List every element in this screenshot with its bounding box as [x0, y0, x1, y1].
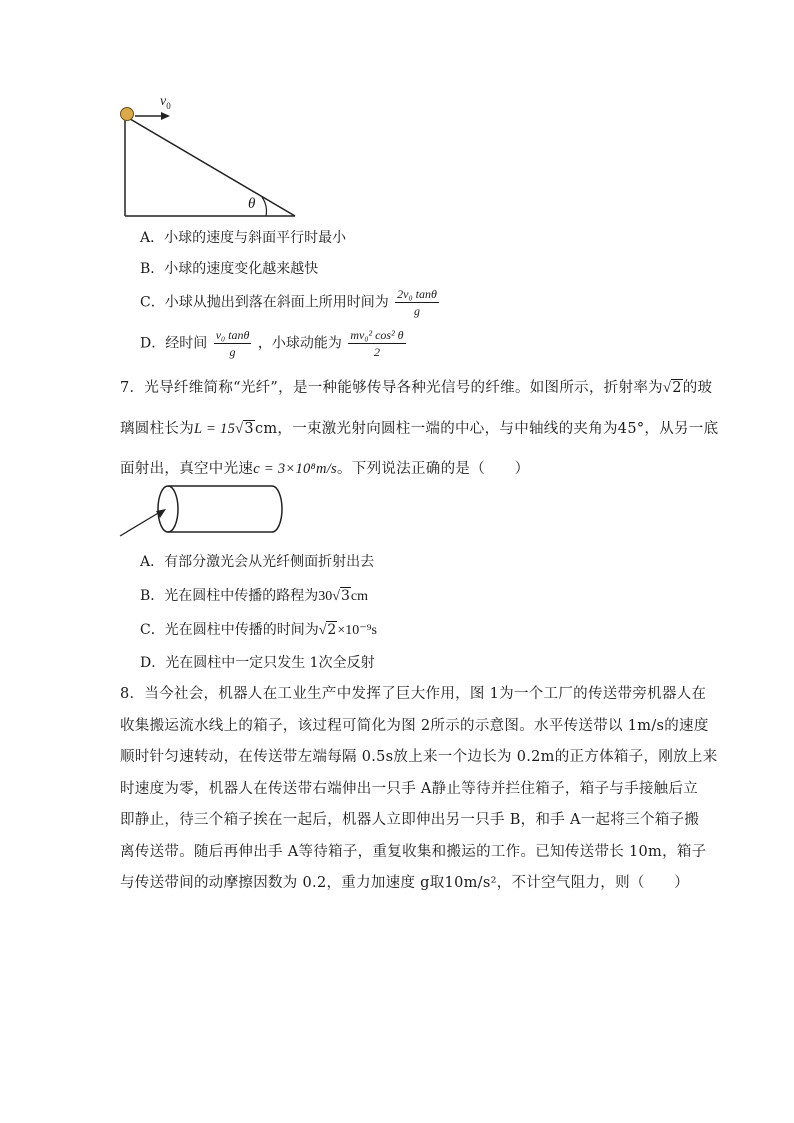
q6-c-fraction: $\frac{\text{2v₀ tanθ}}{g}$: [397, 287, 437, 318]
q6-option-d: D．经时间 $\frac{\text{v₀ tanθ}}{g}$ ，小球动能为 $\frac{\text{mv₀² cos² θ}}{2}$: [140, 328, 404, 359]
angle-label: θ: [248, 196, 256, 212]
q7-line-3: 面射出，真空中光速c = 3×10⁸m/s。下列说法正确的是（ ）: [120, 461, 530, 477]
q8-line-7: 与传送带间的动摩擦因数为 0.2，重力加速度 g取10m/s²，不计空气阻力，则（ ）: [120, 875, 690, 891]
incline-figure: [110, 88, 310, 223]
q6-d-fraction-time: $\frac{\text{v₀ tanθ}}{g}$: [215, 328, 250, 359]
q8-line-2: 收集搬运流水线上的箱子，该过程可简化为图 2所示的示意图。水平传送带以 1m/s的速度: [120, 718, 709, 734]
q8-line-3: 顺时针匀速转动，在传送带左端每隔 0.5s放上来一个边长为 0.2m的正方体箱子，刚放上来: [120, 749, 718, 765]
q8-line-1: 8．当今社会，机器人在工业生产中发挥了巨大作用，图 1为一个工厂的传送带旁机器人在: [120, 686, 707, 702]
q7-option-c: C．光在圆柱中传播的时间为√2×10⁻⁹s: [140, 622, 377, 638]
q7-option-d: D．光在圆柱中一定只发生 1次全反射: [140, 655, 375, 671]
q6-d-fraction-energy: $\frac{\text{mv₀² cos² θ}}{2}$: [350, 328, 404, 359]
q7-line-1: 7．光导纤维简称“光纤”，是一种能够传导各种光信号的纤维。如图所示，折射率为√2的玻: [120, 380, 713, 396]
q7-option-a: A．有部分激光会从光纤侧面折射出去: [140, 554, 375, 570]
q6-option-b: B．小球的速度变化越来越快: [140, 261, 319, 277]
q7-option-b: B．光在圆柱中传播的路程为30√3cm: [140, 588, 369, 604]
q8-line-4: 时速度为零，机器人在传送带右端伸出一只手 A静止等待并拦住箱子，箱子与手接触后立: [120, 781, 699, 797]
velocity-label: $v_0$: [160, 94, 171, 111]
q8-line-6: 离传送带。随后再伸出手 A等待箱子，重复收集和搬运的工作。已知传送带长 10m，箱子: [120, 844, 707, 860]
q8-line-5: 即静止，待三个箱子挨在一起后，机器人立即伸出另一只手 B，和手 A一起将三个箱子搬: [120, 812, 700, 828]
q6-option-a: A．小球的速度与斜面平行时最小: [140, 230, 347, 246]
q6-option-c: C．小球从抛出到落在斜面上所用时间为 $\frac{\text{2v₀ tanθ}}{g}$: [140, 287, 437, 318]
fiber-cylinder-figure: [112, 482, 292, 542]
q7-line-2: 璃圆柱长为L = 15√3cm，一束激光射向圆柱一端的中心，与中轴线的夹角为45°，从另一底: [120, 421, 719, 437]
